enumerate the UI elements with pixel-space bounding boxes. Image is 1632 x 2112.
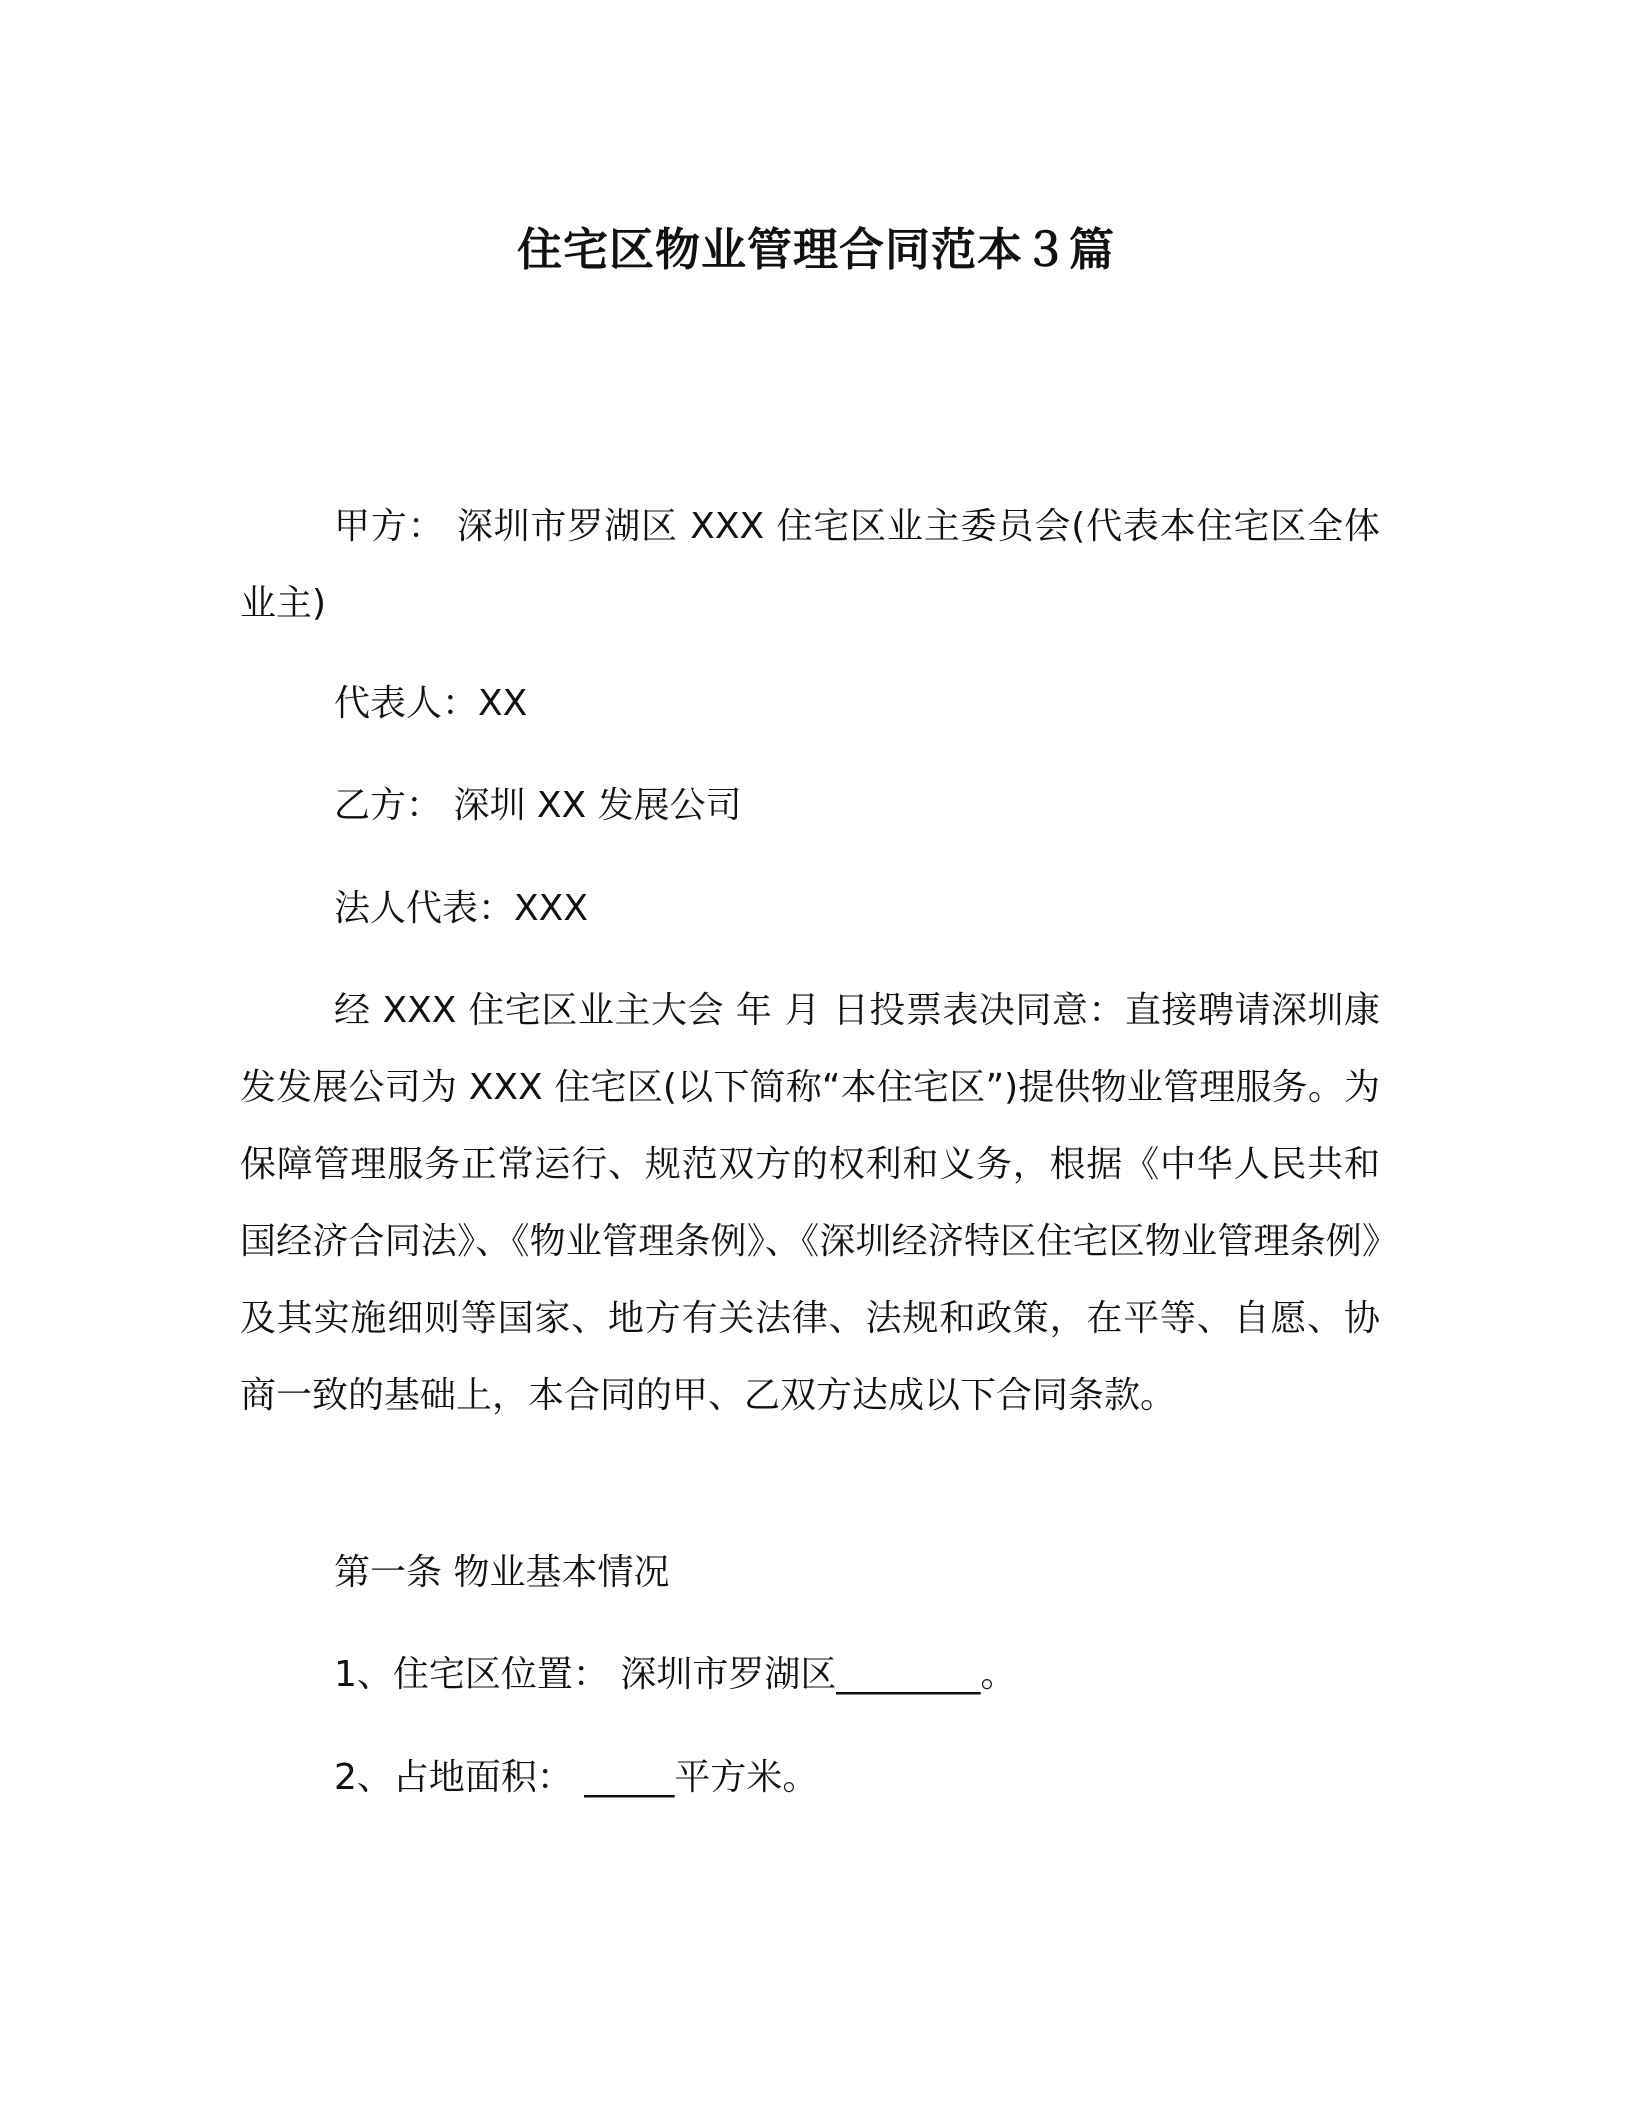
document-title: 住宅区物业管理合同范本３篇: [516, 223, 1115, 276]
representative-line: 代表人：XX: [334, 683, 528, 724]
item-2-area: 2、占地面积： _____平方米。: [334, 1757, 819, 1798]
item-1-location: 1、住宅区位置： 深圳市罗湖区________。: [334, 1654, 1017, 1695]
legal-rep-line: 法人代表：XXX: [334, 888, 588, 929]
intro-paragraph: 经 XXX 住宅区业主大会 年 月 日投票表决同意：直接聘请深圳康发发展公司为 XXX 住宅区(以下简称“本住宅区”)提供物业管理服务。为保障管理服务正常运行、规范双方的权利和义务，根据《中华人民共和国经济合同法》、《物业管理条例》、《深圳经济特区住宅区物业管理条例》及其实施细则等国家、地方有关法律、法规和政策，在平等、自愿、协商一致的基础上，本合同的甲、乙双方达成以下合同条款。: [240, 990, 1380, 1416]
article-1-heading: 第一条 物业基本情况: [334, 1552, 670, 1593]
party-a-line: 甲方： 深圳市罗湖区 XXX 住宅区业主委员会(代表本住宅区全体业主): [240, 506, 1380, 624]
party-b-line: 乙方： 深圳 XX 发展公司: [334, 785, 742, 826]
